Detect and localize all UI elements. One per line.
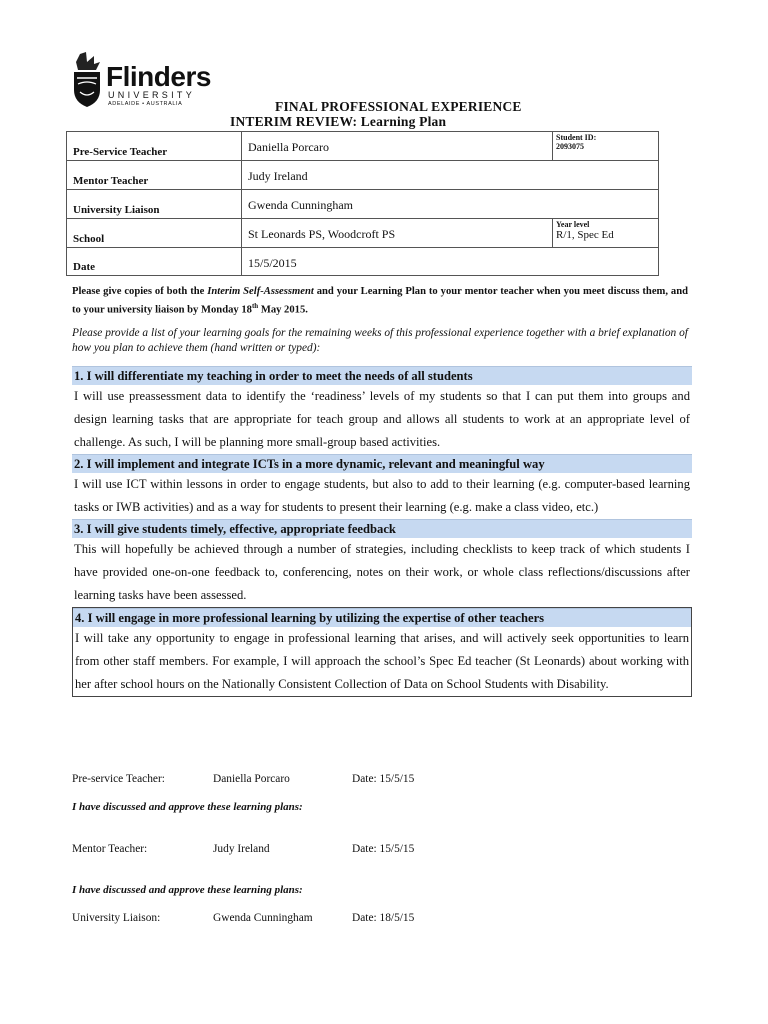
goal-body: I will take any opportunity to engage in professional learning that arises, and will actively seek opportunities to learn from other staff members. For example, I will approach the school’s Spec Ed teacher (St Leonards) about working with her after school hours on the Nationally Consistent Collection of Data on School Students with Disability. <box>75 631 689 691</box>
instructions-part3: May 2015. <box>258 304 308 316</box>
info-value: 15/5/2015 <box>242 248 659 276</box>
year-level-value: R/1, Spec Ed <box>556 229 614 241</box>
info-label: Mentor Teacher <box>67 161 242 190</box>
info-value: Gwenda Cunningham <box>242 190 659 219</box>
goal-block-1 <box>72 366 692 454</box>
flinders-logo <box>72 48 211 112</box>
year-level-cell <box>553 219 659 248</box>
provide-goals-text: Please provide a list of your learning goals for the remaining weeks of this professional experience together with a brief explanation of how you plan to achieve them (hand written or typed): <box>72 327 688 354</box>
goal-body: I will use preassessment data to identify the ‘readiness’ levels of my students so that I can put them into groups and design learning tasks that are appropriate for teach group and allows all students to work at an appropriate level of challenge. As such, I will be planning more small-group based activities. <box>74 389 690 449</box>
info-row-date <box>67 248 659 276</box>
info-row-mentor-teacher <box>67 161 659 190</box>
info-value: Judy Ireland <box>242 161 659 190</box>
info-value: Daniella Porcaro <box>242 132 553 161</box>
goal-heading: 3. I will give students timely, effective, appropriate feedback <box>72 519 692 538</box>
signoff-role: Pre-service Teacher: <box>72 773 165 785</box>
signoff-date: Date: 15/5/15 <box>352 773 415 785</box>
instructions-part2: and your Learning Plan to your mentor teacher when you meet discuss them, and to your university liaison by Monday 18 <box>72 286 688 316</box>
logo-location: ADELAIDE • AUSTRALIA <box>108 101 183 107</box>
instructions-superscript: th <box>251 302 259 310</box>
goal-body: I will use ICT within lessons in order to engage students, but also to add to their learning (e.g. computer-based learning tasks or IWB activities) and as a way for students to present their learning (e.g. make a class video, etc.) <box>74 477 690 514</box>
instructions-part1: Please give copies of both the <box>72 286 208 297</box>
goal-block-2 <box>72 454 692 519</box>
signoff-date: Date: 15/5/15 <box>352 843 415 855</box>
goal-block-3 <box>72 519 692 607</box>
signoff-name: Daniella Porcaro <box>213 773 290 785</box>
info-label: Pre-Service Teacher <box>67 132 242 161</box>
student-id-label: Student ID: <box>556 133 597 142</box>
signoff-role: Mentor Teacher: <box>72 843 148 855</box>
liaison-signoff <box>72 912 692 928</box>
info-row-school <box>67 219 659 248</box>
goal-heading: 2. I will implement and integrate ICTs in a more dynamic, relevant and meaningful way <box>72 454 692 473</box>
learning-goals <box>72 366 692 697</box>
mentor-signoff <box>72 843 692 859</box>
goal-body: This will hopefully be achieved through a number of strategies, including checklists to keep track of which students I have provided one-on-one feedback to, conferencing, notes on their work, or whole class reflections/discussions after learning tasks have been assessed. <box>74 542 690 602</box>
instructions-text <box>72 285 688 318</box>
goal-heading: 4. I will engage in more professional learning by utilizing the expertise of other teachers <box>73 608 691 627</box>
info-value: St Leonards PS, Woodcroft PS <box>242 219 553 248</box>
year-level-label: Year level <box>556 220 590 229</box>
document-subtitle: INTERIM REVIEW: Learning Plan <box>230 114 447 129</box>
student-id-value: 2093075 <box>556 142 584 151</box>
info-label: University Liaison <box>67 190 242 219</box>
info-row-university-liaison <box>67 190 659 219</box>
info-row-pre-service-teacher <box>67 132 659 161</box>
logo-university: UNIVERSITY <box>108 90 196 100</box>
info-label: School <box>67 219 242 248</box>
signoff-date: Date: 18/5/15 <box>352 912 415 924</box>
document-title: FINAL PROFESSIONAL EXPERIENCE <box>275 99 522 114</box>
goal-block-4 <box>72 607 692 697</box>
approval-statement-1: I have discussed and approve these learning plans: <box>72 801 303 813</box>
pre-service-signoff <box>72 773 692 789</box>
signoff-name: Gwenda Cunningham <box>213 912 313 924</box>
student-info-table <box>66 131 659 276</box>
logo-wordmark: Flinders <box>106 61 211 92</box>
university-crest-icon <box>72 52 102 108</box>
instructions-emphasis: Interim Self-Assessment <box>207 286 314 297</box>
approval-statement-2: I have discussed and approve these learning plans: <box>72 884 303 896</box>
signoff-name: Judy Ireland <box>213 843 270 855</box>
signoff-role: University Liaison: <box>72 912 161 924</box>
goal-heading: 1. I will differentiate my teaching in order to meet the needs of all students <box>72 366 692 385</box>
info-label: Date <box>67 248 242 276</box>
student-id-cell <box>553 132 659 161</box>
